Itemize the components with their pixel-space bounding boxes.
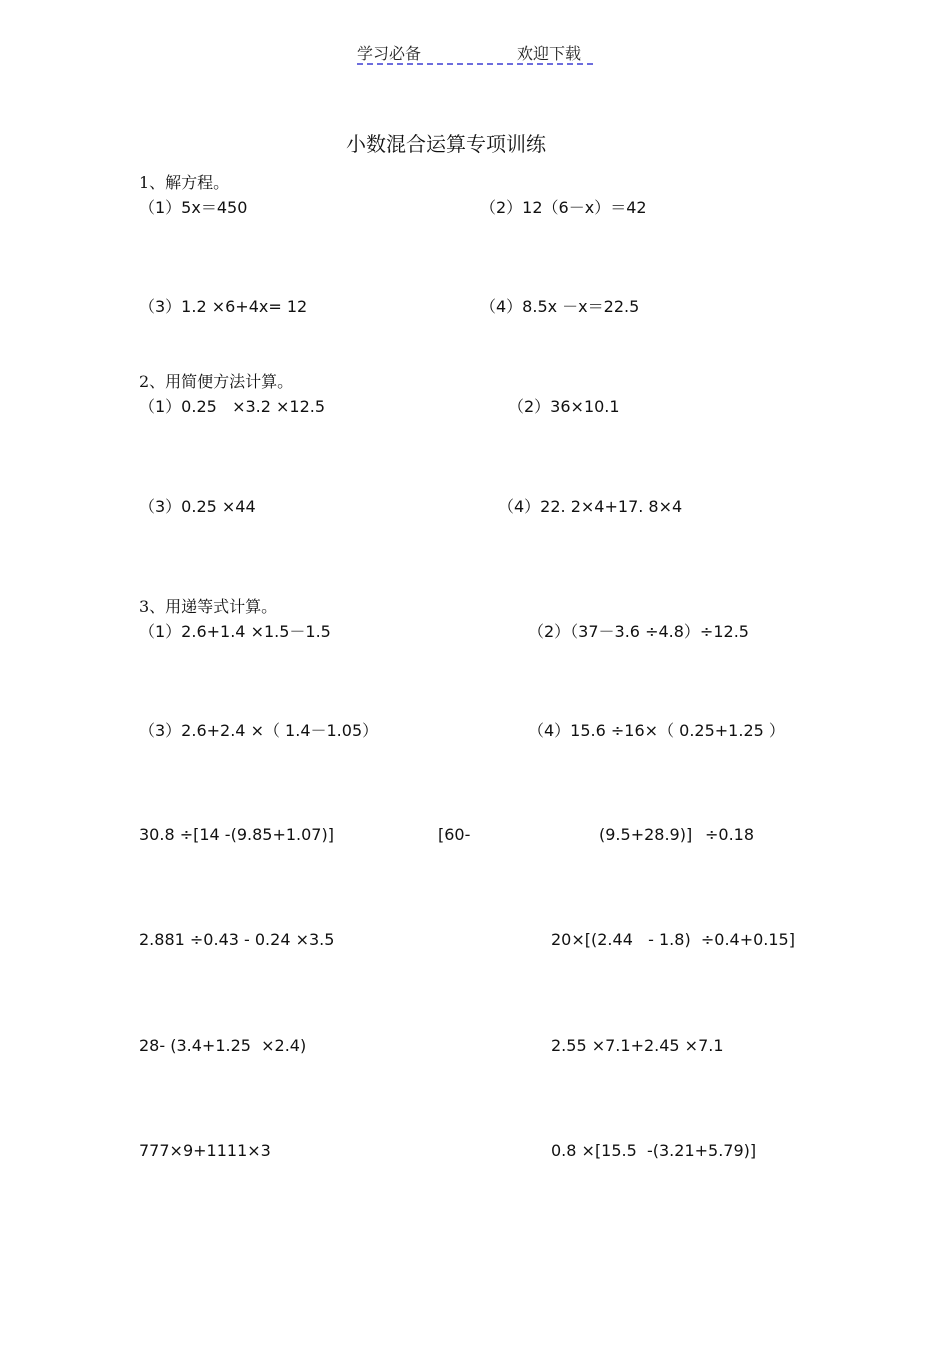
s3-problem-2: （2）（37－3.6 ÷4.8）÷12.5 xyxy=(528,622,749,641)
s3-problem-3: （3）2.6+2.4 ×（ 1.4－1.05） xyxy=(139,721,379,740)
s1-problem-4: （4）8.5x －x＝22.5 xyxy=(480,297,640,316)
page-title: 小数混合运算专项训练 xyxy=(346,132,546,156)
extra-r4-right: 0.8 ×[15.5 -(3.21+5.79)] xyxy=(551,1141,757,1160)
section2-heading: 2、用简便方法计算。 xyxy=(139,372,294,391)
extra-r2-left: 2.881 ÷0.43 - 0.24 ×3.5 xyxy=(139,930,335,949)
extra-r2-right: 20×[(2.44 - 1.8) ÷0.4+0.15] xyxy=(551,930,795,949)
s3-problem-1: （1）2.6+1.4 ×1.5－1.5 xyxy=(139,622,331,641)
header-right: 欢迎下载 xyxy=(517,44,582,63)
header-left: 学习必备 xyxy=(357,44,422,63)
extra-r3-right: 2.55 ×7.1+2.45 ×7.1 xyxy=(551,1036,724,1055)
s3-problem-4: （4）15.6 ÷16×（ 0.25+1.25 ） xyxy=(528,721,785,740)
s2-problem-4: （4）22. 2×4+17. 8×4 xyxy=(498,497,683,516)
extra-r3-left: 28- (3.4+1.25 ×2.4) xyxy=(139,1036,307,1055)
header-divider xyxy=(357,63,593,65)
section3-heading: 3、用递等式计算。 xyxy=(139,597,278,616)
extra-r4-left: 777×9+1111×3 xyxy=(139,1141,271,1160)
extra-r1-left: 30.8 ÷[14 -(9.85+1.07)] xyxy=(139,825,334,844)
s2-problem-2: （2）36×10.1 xyxy=(508,397,620,416)
s1-problem-2: （2）12（6－x）＝42 xyxy=(480,198,647,217)
extra-r1-mid-c: ÷0.18 xyxy=(705,825,755,844)
s1-problem-1: （1）5x＝450 xyxy=(139,198,248,217)
extra-r1-mid-b: (9.5+28.9)] xyxy=(599,825,693,844)
extra-r1-mid-a: [60- xyxy=(438,825,471,844)
s1-problem-3: （3）1.2 ×6+4x= 12 xyxy=(139,297,308,316)
s2-problem-1: （1）0.25 ×3.2 ×12.5 xyxy=(139,397,326,416)
section1-heading: 1、解方程。 xyxy=(139,173,230,192)
s2-problem-3: （3）0.25 ×44 xyxy=(139,497,256,516)
